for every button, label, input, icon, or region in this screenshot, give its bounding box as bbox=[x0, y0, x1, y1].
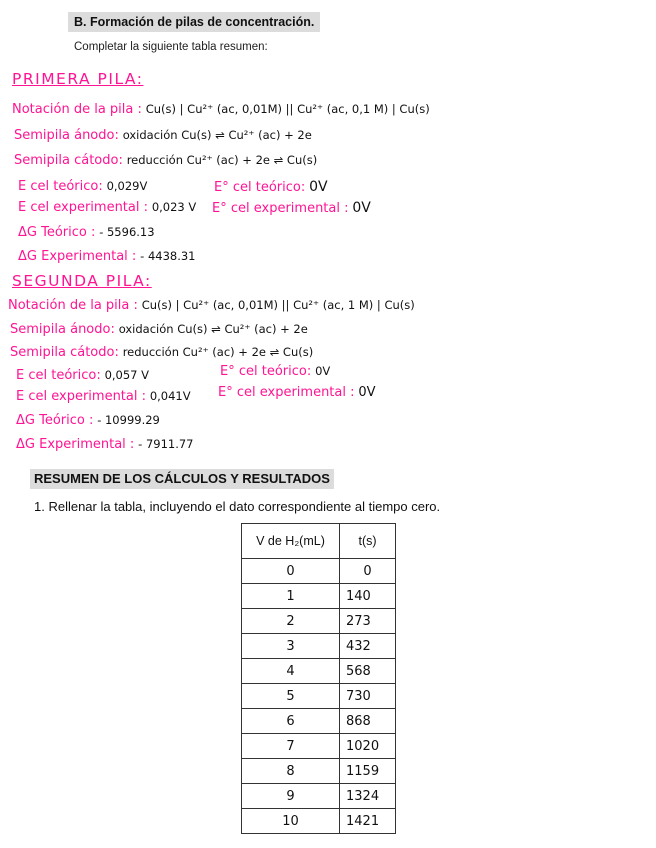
segunda-e0-teorico-value: 0V bbox=[315, 364, 331, 378]
cell-time: 568 bbox=[340, 659, 396, 684]
primera-dg-teorico bbox=[18, 225, 155, 240]
primera-e0-experimental bbox=[212, 200, 371, 216]
segunda-dg-teorico-value: - 10999.29 bbox=[97, 413, 160, 427]
table-row bbox=[242, 759, 396, 784]
primera-e-teorico bbox=[18, 179, 147, 194]
resumen-item-1: 1. Rellenar la tabla, incluyendo el dato correspondiente al tiempo cero. bbox=[34, 499, 441, 514]
primera-e-teorico-label: E cel teórico: bbox=[18, 179, 103, 194]
primera-e-teorico-value: 0,029V bbox=[106, 179, 148, 193]
segunda-e0-experimental-label: E° cel experimental : bbox=[218, 385, 355, 400]
cell-volume: 4 bbox=[242, 659, 340, 684]
header-time: t(s) bbox=[340, 524, 396, 559]
segunda-e-experimental-label: E cel experimental : bbox=[16, 389, 146, 404]
segunda-notacion-label: Notación de la pila : bbox=[8, 298, 138, 313]
cell-volume: 5 bbox=[242, 684, 340, 709]
table-header-row bbox=[242, 524, 396, 559]
table-row bbox=[242, 734, 396, 759]
primera-anodo bbox=[14, 128, 312, 143]
segunda-dg-teorico bbox=[16, 413, 160, 428]
cell-volume: 9 bbox=[242, 784, 340, 809]
primera-e0-experimental-value: 0V bbox=[352, 200, 371, 216]
cell-time: 1159 bbox=[340, 759, 396, 784]
segunda-anodo bbox=[10, 322, 308, 337]
segunda-catodo-label: Semipila cátodo: bbox=[10, 345, 119, 360]
primera-e0-experimental-label: E° cel experimental : bbox=[212, 201, 349, 216]
segunda-notacion bbox=[8, 298, 415, 313]
table-row bbox=[242, 634, 396, 659]
primera-catodo-label: Semipila cátodo: bbox=[14, 153, 123, 168]
segunda-anodo-value: oxidación Cu(s) ⇌ Cu²⁺ (ac) + 2e bbox=[118, 322, 308, 336]
table-row bbox=[242, 709, 396, 734]
cell-time: 1324 bbox=[340, 784, 396, 809]
cell-volume: 0 bbox=[242, 559, 340, 584]
primera-e-experimental bbox=[18, 200, 196, 215]
primera-notacion-value: Cu(s) | Cu²⁺ (ac, 0,01M) || Cu²⁺ (ac, 0,1 M) | Cu(s) bbox=[145, 102, 430, 116]
segunda-e-teorico bbox=[16, 368, 149, 383]
table-row bbox=[242, 609, 396, 634]
table-row bbox=[242, 809, 396, 834]
data-table bbox=[241, 523, 396, 834]
segunda-anodo-label: Semipila ánodo: bbox=[10, 322, 115, 337]
section-title: B. Formación de pilas de concentración. bbox=[68, 12, 320, 32]
primera-e0-teorico-value: 0V bbox=[309, 179, 328, 195]
cell-volume: 10 bbox=[242, 809, 340, 834]
segunda-dg-teorico-label: ΔG Teórico : bbox=[16, 413, 94, 428]
cell-time: 730 bbox=[340, 684, 396, 709]
segunda-dg-experimental-value: - 7911.77 bbox=[138, 437, 194, 451]
cell-time: 140 bbox=[340, 584, 396, 609]
segunda-e-experimental bbox=[16, 389, 191, 404]
primera-dg-experimental-label: ΔG Experimental : bbox=[18, 249, 137, 264]
primera-dg-experimental bbox=[18, 249, 196, 264]
resumen-title: RESUMEN DE LOS CÁLCULOS Y RESULTADOS bbox=[30, 469, 334, 489]
primera-pila-title: PRIMERA PILA: bbox=[12, 70, 144, 88]
primera-dg-experimental-value: - 4438.31 bbox=[140, 249, 196, 263]
segunda-dg-experimental-label: ΔG Experimental : bbox=[16, 437, 135, 452]
segunda-pila-title: SEGUNDA PILA: bbox=[12, 272, 152, 290]
primera-catodo-value: reducción Cu²⁺ (ac) + 2e ⇌ Cu(s) bbox=[126, 153, 318, 167]
cell-volume: 8 bbox=[242, 759, 340, 784]
segunda-e0-teorico-label: E° cel teórico: bbox=[220, 364, 312, 379]
primera-e0-teorico-label: E° cel teórico: bbox=[214, 180, 306, 195]
table-row bbox=[242, 584, 396, 609]
segunda-notacion-value: Cu(s) | Cu²⁺ (ac, 0,01M) || Cu²⁺ (ac, 1 M) | Cu(s) bbox=[141, 298, 415, 312]
cell-volume: 7 bbox=[242, 734, 340, 759]
primera-dg-teorico-label: ΔG Teórico : bbox=[18, 225, 96, 240]
segunda-e0-experimental bbox=[218, 385, 376, 400]
primera-e-experimental-label: E cel experimental : bbox=[18, 200, 148, 215]
table-row bbox=[242, 784, 396, 809]
table-row bbox=[242, 659, 396, 684]
section-intro: Completar la siguiente tabla resumen: bbox=[74, 41, 268, 53]
cell-volume: 2 bbox=[242, 609, 340, 634]
primera-dg-teorico-value: - 5596.13 bbox=[99, 225, 155, 239]
primera-e-experimental-value: 0,023 V bbox=[151, 200, 197, 214]
primera-e0-teorico bbox=[214, 179, 328, 195]
segunda-e-teorico-value: 0,057 V bbox=[104, 368, 150, 382]
primera-catodo bbox=[14, 153, 317, 168]
segunda-e-teorico-label: E cel teórico: bbox=[16, 368, 101, 383]
primera-anodo-value: oxidación Cu(s) ⇌ Cu²⁺ (ac) + 2e bbox=[122, 128, 312, 142]
cell-time: 1020 bbox=[340, 734, 396, 759]
header-volume: V de H₂(mL) bbox=[242, 524, 340, 559]
segunda-e-experimental-value: 0,041V bbox=[149, 389, 191, 403]
cell-volume: 6 bbox=[242, 709, 340, 734]
segunda-e0-experimental-value: 0V bbox=[358, 385, 376, 400]
cell-volume: 3 bbox=[242, 634, 340, 659]
cell-time: 1421 bbox=[340, 809, 396, 834]
table-row bbox=[242, 559, 396, 584]
cell-time: 432 bbox=[340, 634, 396, 659]
cell-time: 0 bbox=[340, 559, 396, 584]
segunda-catodo-value: reducción Cu²⁺ (ac) + 2e ⇌ Cu(s) bbox=[122, 345, 314, 359]
segunda-catodo bbox=[10, 345, 313, 360]
segunda-dg-experimental bbox=[16, 437, 194, 452]
cell-volume: 1 bbox=[242, 584, 340, 609]
table-row bbox=[242, 684, 396, 709]
segunda-e0-teorico bbox=[220, 364, 330, 379]
cell-time: 868 bbox=[340, 709, 396, 734]
cell-time: 273 bbox=[340, 609, 396, 634]
primera-notacion-label: Notación de la pila : bbox=[12, 102, 142, 117]
primera-anodo-label: Semipila ánodo: bbox=[14, 128, 119, 143]
primera-notacion bbox=[12, 102, 430, 117]
